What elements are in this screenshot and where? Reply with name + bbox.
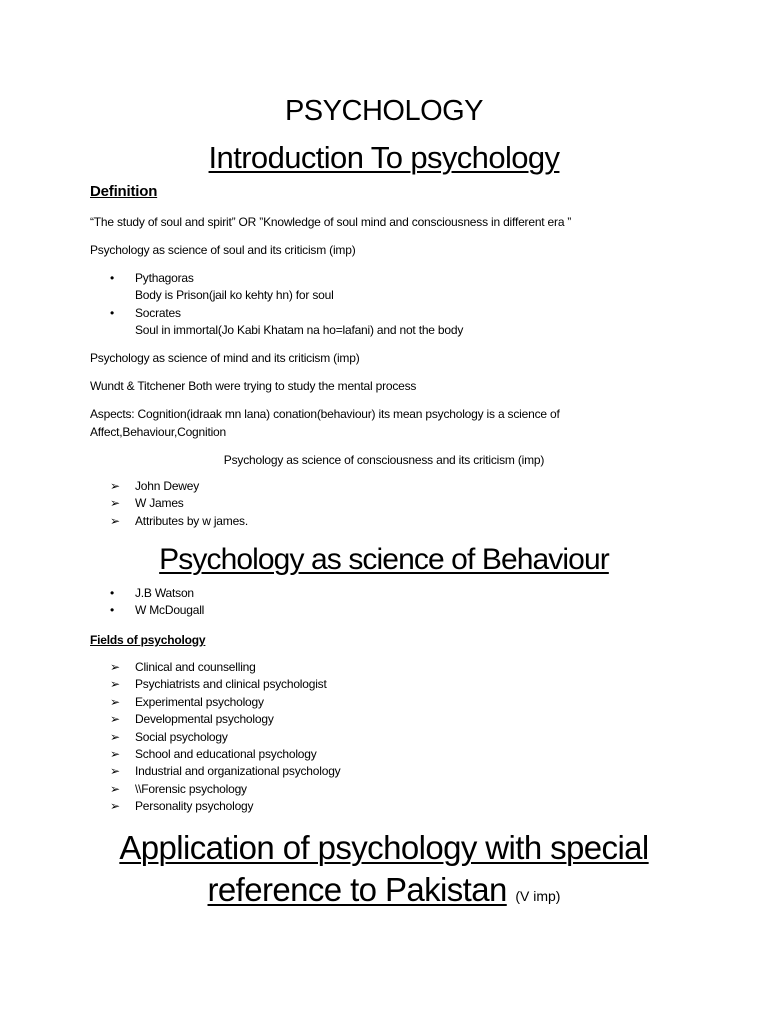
mind-heading: Psychology as science of mind and its criticism (imp) — [90, 351, 360, 365]
definition-quote: “The study of soul and spirit” OR ”Knowledge of soul mind and consciousness in different era ” — [90, 215, 572, 229]
list-item-label: Industrial and organizational psychology — [135, 764, 341, 779]
list-item-label: Developmental psychology — [135, 712, 274, 727]
arrow-bullet-icon: ➢ — [110, 694, 120, 709]
aspects-line-2: Affect,Behaviour,Cognition — [90, 425, 227, 439]
application-heading-line-2 — [0, 871, 768, 909]
list-item-label: John Dewey — [135, 479, 200, 493]
soul-item-name: Socrates — [135, 305, 181, 320]
list-item-label: School and educational psychology — [135, 747, 317, 762]
soul-item-detail: Body is Prison(jail ko kehty hn) for soul — [135, 288, 334, 303]
application-heading-text: reference to Pakistan — [207, 871, 507, 908]
arrow-bullet-icon: ➢ — [110, 496, 120, 511]
arrow-bullet-icon: ➢ — [110, 513, 120, 528]
list-item — [110, 763, 340, 780]
arrow-bullet-icon: ➢ — [110, 747, 120, 762]
soul-heading: Psychology as science of soul and its criticism (imp) — [90, 243, 356, 257]
dot-bullet-icon: • — [110, 586, 115, 600]
list-item — [110, 746, 340, 763]
arrow-bullet-icon: ➢ — [110, 712, 120, 727]
behaviour-heading: Psychology as science of Behaviour — [159, 543, 609, 576]
list-item — [110, 781, 340, 798]
aspects-line-1: Aspects: Cognition(idraak mn lana) conation(behaviour) its mean psychology is a science of — [90, 407, 560, 421]
list-item — [110, 513, 248, 530]
arrow-bullet-icon: ➢ — [110, 479, 120, 493]
document-title: PSYCHOLOGY — [284, 95, 484, 127]
list-item — [110, 694, 340, 711]
consciousness-heading: Psychology as science of consciousness and its criticism (imp) — [223, 453, 545, 467]
list-item-label: \\Forensic psychology — [135, 781, 247, 796]
fields-list — [110, 659, 340, 816]
dot-bullet-icon: • — [110, 603, 115, 618]
list-item — [110, 729, 340, 746]
list-item-label: Clinical and counselling — [135, 660, 256, 674]
list-item — [110, 676, 340, 693]
list-item — [110, 659, 340, 676]
list-item — [110, 305, 463, 340]
arrow-bullet-icon: ➢ — [110, 799, 120, 814]
arrow-bullet-icon: ➢ — [110, 781, 120, 796]
list-item-label: W James — [135, 496, 184, 511]
definition-heading: Definition — [90, 183, 158, 200]
list-item — [110, 270, 463, 305]
list-item — [110, 602, 204, 619]
application-heading-line-1: Application of psychology with special — [119, 829, 649, 866]
list-item-label: W McDougall — [135, 603, 205, 618]
behaviour-list — [110, 585, 204, 620]
list-item — [110, 585, 204, 602]
intro-heading: Introduction To psychology — [208, 140, 560, 175]
list-item-label: Social psychology — [135, 729, 228, 744]
soul-item-detail: Soul in immortal(Jo Kabi Khatam na ho=lafani) and not the body — [135, 323, 464, 338]
arrow-bullet-icon: ➢ — [110, 677, 120, 692]
application-note: (V imp) — [515, 888, 561, 904]
list-item — [110, 798, 340, 815]
list-item-label: J.B Watson — [135, 586, 194, 600]
dot-bullet-icon: • — [110, 305, 115, 320]
list-item-label: Attributes by w james. — [135, 513, 248, 528]
soul-list — [110, 270, 463, 340]
arrow-bullet-icon: ➢ — [110, 764, 120, 779]
arrow-bullet-icon: ➢ — [110, 729, 120, 744]
list-item — [110, 495, 248, 512]
list-item-label: Experimental psychology — [135, 694, 264, 709]
fields-heading: Fields of psychology — [90, 633, 206, 647]
aspects-text — [90, 405, 690, 441]
soul-item-name: Pythagoras — [135, 271, 194, 285]
list-item — [110, 478, 248, 495]
wundt-text: Wundt & Titchener Both were trying to study the mental process — [90, 379, 417, 393]
list-item — [110, 711, 340, 728]
dot-bullet-icon: • — [110, 271, 115, 285]
arrow-bullet-icon: ➢ — [110, 660, 120, 674]
consciousness-list — [110, 478, 248, 530]
list-item-label: Psychiatrists and clinical psychologist — [135, 677, 327, 692]
list-item-label: Personality psychology — [135, 799, 254, 814]
